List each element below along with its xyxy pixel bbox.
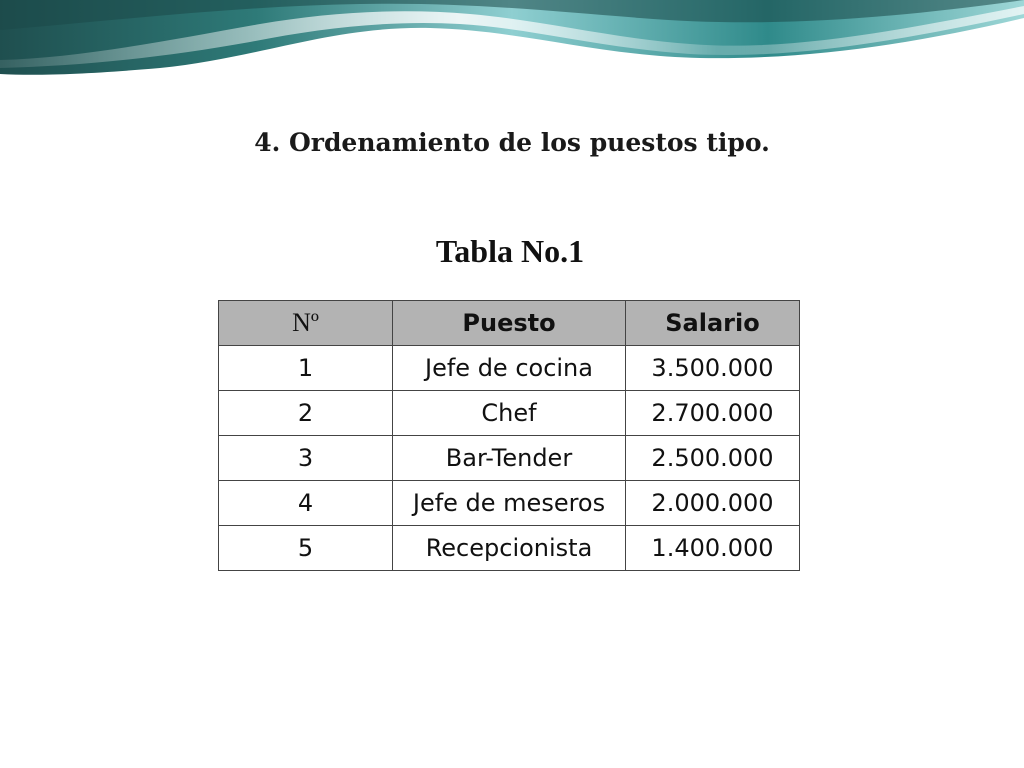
row-salary: 1.400.000	[626, 526, 800, 571]
row-salary: 2.500.000	[626, 436, 800, 481]
table-row	[219, 346, 800, 391]
job-ranking-table	[218, 300, 800, 571]
row-number: 3	[219, 436, 393, 481]
row-number: 1	[219, 346, 393, 391]
slide-title: 4. Ordenamiento de los puestos tipo.	[254, 128, 770, 157]
row-salary: 2.700.000	[626, 391, 800, 436]
row-position: Jefe de cocina	[393, 346, 626, 391]
decorative-wave-banner	[0, 0, 1024, 90]
row-position: Bar-Tender	[393, 436, 626, 481]
header-position: Puesto	[393, 301, 626, 346]
table-caption: Tabla No.1	[435, 233, 585, 269]
row-position: Jefe de meseros	[393, 481, 626, 526]
row-number: 4	[219, 481, 393, 526]
row-number: 2	[219, 391, 393, 436]
header-number: Nº	[219, 301, 393, 346]
table-row	[219, 436, 800, 481]
table-header-row	[219, 301, 800, 346]
header-salary: Salario	[626, 301, 800, 346]
table-row	[219, 391, 800, 436]
table-row	[219, 526, 800, 571]
row-position: Recepcionista	[393, 526, 626, 571]
row-number: 5	[219, 526, 393, 571]
row-position: Chef	[393, 391, 626, 436]
row-salary: 2.000.000	[626, 481, 800, 526]
row-salary: 3.500.000	[626, 346, 800, 391]
table-row	[219, 481, 800, 526]
